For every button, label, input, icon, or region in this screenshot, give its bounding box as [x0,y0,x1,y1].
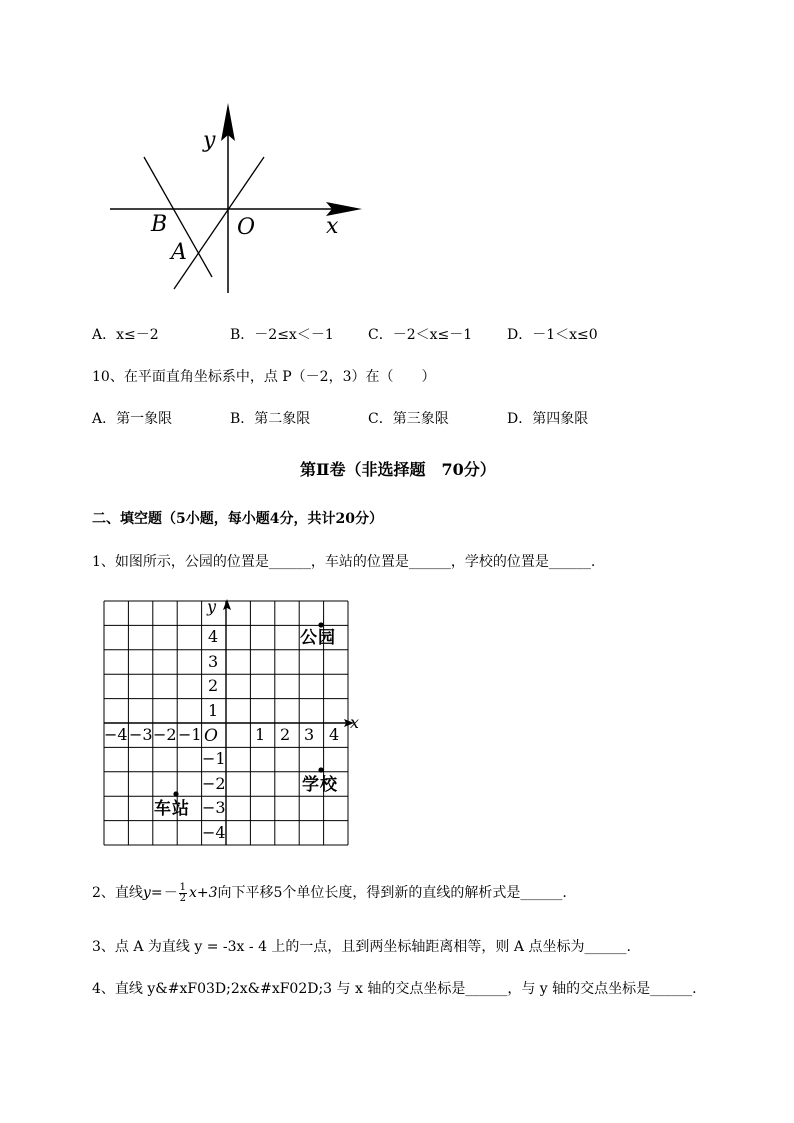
fill-q2-frac-den: 2 [179,892,186,904]
section-title: 二、填空题（5小题，每小题4分，共计20分） [92,511,383,527]
school-point [318,767,323,772]
y-tick-2: 2 [208,676,219,695]
x-tick-neg2: −2 [153,725,177,744]
x-tick-neg4: −4 [104,725,128,744]
q10-option-b: B．第二象限 [230,411,311,427]
q9-option-b: B．－2≤x＜－1 [230,327,334,343]
label-y: y [203,128,216,153]
station-label: 车站 [154,799,190,819]
q10-option-a: A．第一象限 [92,411,173,427]
x-tick-2: 2 [280,725,291,744]
y-tick-3: 3 [208,652,219,671]
x-tick-1: 1 [255,725,266,744]
grid-label-x: x [350,713,360,732]
fill-q2 [92,882,567,904]
park-label: 公园 [300,628,336,648]
fill-q2-suffix: 向下平移5个单位长度，得到新的直线的解析式是______. [217,885,567,901]
q9-option-d: D．－1＜x≤0 [507,327,598,343]
fill-q1: 1、如图所示，公园的位置是______，车站的位置是______，学校的位置是______. [92,554,596,570]
y-tick-neg1: −1 [202,749,226,768]
q10-option-d: D．第四象限 [507,411,589,427]
fill-q2-fraction [179,883,187,904]
y-tick-4: 4 [208,627,219,646]
fill-q4: 4、直线 y&#xF03D;2x&#xF02D;3 与 x 轴的交点坐标是______，与 y 轴的交点坐标是______. [92,981,697,997]
q9-option-c: C．－2＜x≤－1 [368,327,473,343]
fill-q2-frac-num: 1 [179,881,186,893]
y-tick-neg4: −4 [202,823,226,842]
label-a: A [171,240,187,265]
x-tick-3: 3 [304,725,315,744]
figure-coordinate-grid [100,596,368,848]
q10-option-c: C．第三象限 [368,411,449,427]
figure-lines-axes [100,95,380,305]
part2-title: 第Ⅱ卷（非选择题 70分） [300,460,496,479]
label-x: x [326,214,339,239]
x-tick-4: 4 [329,725,340,744]
grid-origin-label: O [204,726,218,746]
q9-option-a: A．x≤－2 [92,327,159,343]
y-tick-neg2: −2 [202,774,226,793]
label-b: B [151,212,168,237]
y-tick-neg3: −3 [202,798,226,817]
park-point [318,622,323,627]
x-tick-neg1: −1 [178,725,202,744]
x-tick-neg3: −3 [129,725,153,744]
y-tick-1: 1 [208,701,219,720]
label-o: O [237,215,256,240]
grid-label-y: y [207,597,217,616]
station-point [173,791,178,796]
fill-q2-eq-right: x+3 [188,885,218,901]
fill-q2-prefix: 2、直线 [92,885,143,901]
q10-stem: 10、在平面直角坐标系中，点 P（－2，3）在（ ） [92,369,436,385]
fill-q3: 3、点 A 为直线 y = -3x - 4 上的一点，且到两坐标轴距离相等，则 A 点坐标为______. [92,939,631,955]
school-label: 学校 [302,775,338,795]
fill-q2-eq-left: y=－ [142,885,177,901]
